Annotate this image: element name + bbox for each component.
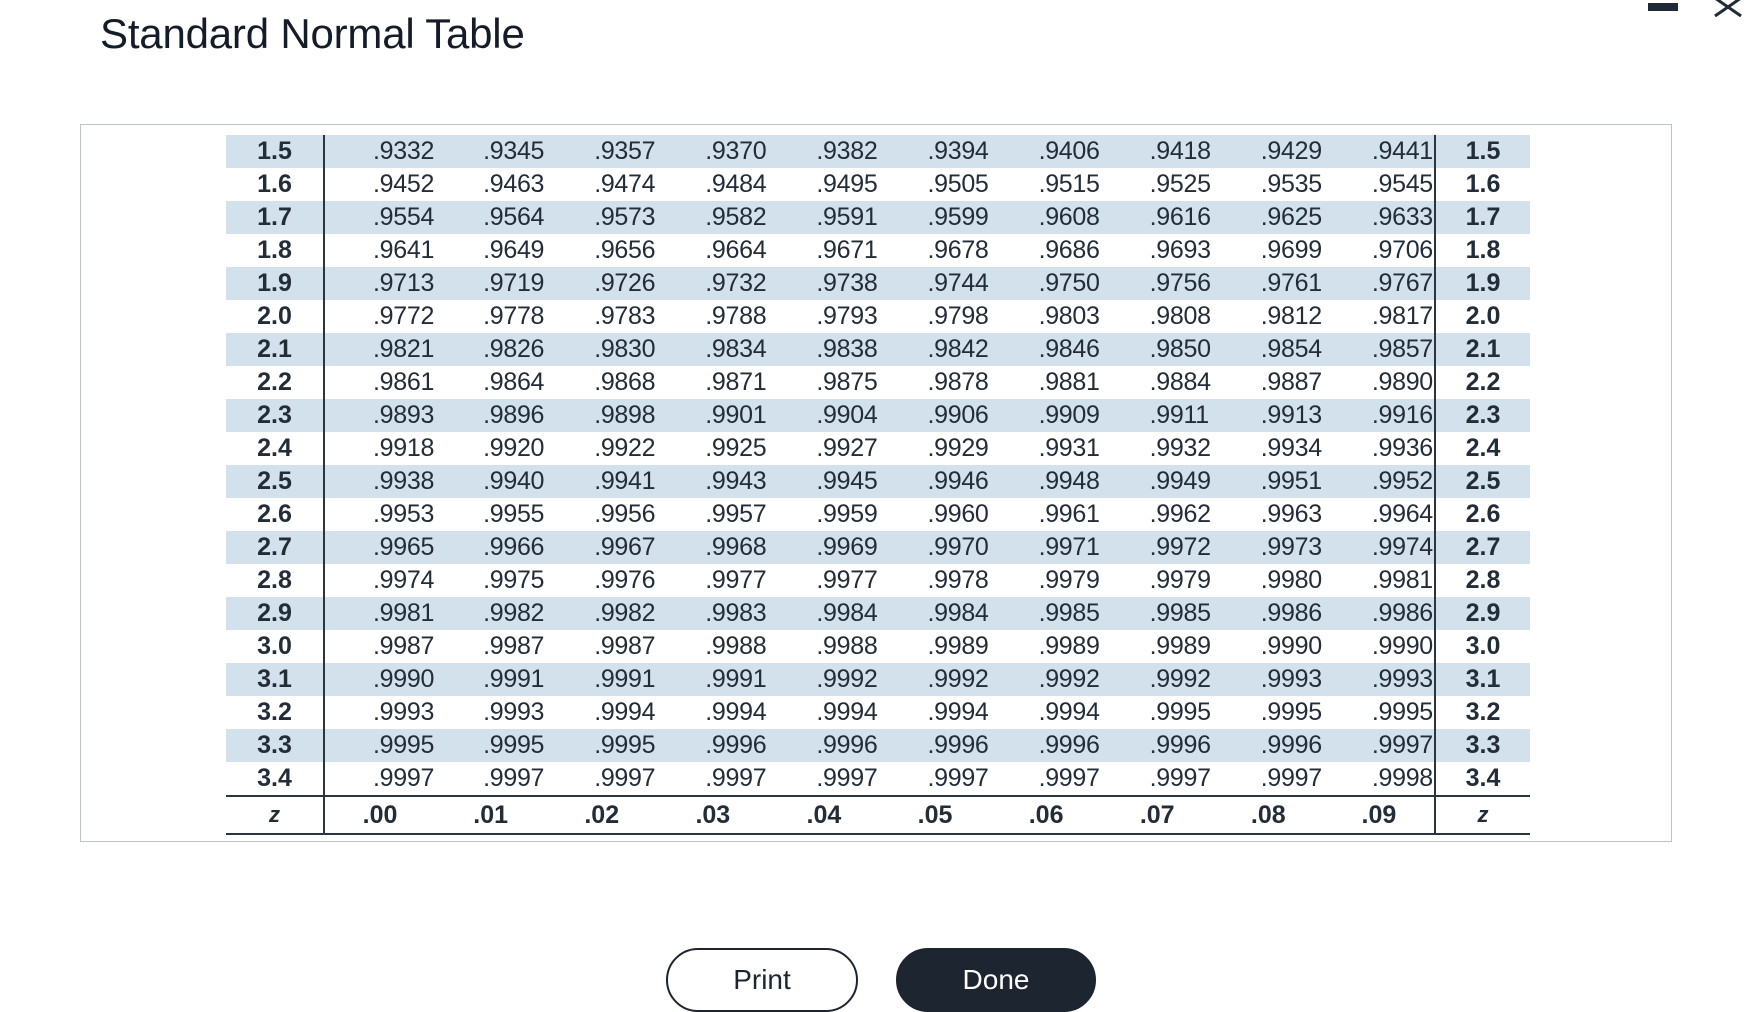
table-row bbox=[226, 597, 1530, 630]
probability-cell: .9920 bbox=[483, 434, 545, 462]
probability-cell: .9960 bbox=[927, 500, 989, 528]
probability-cell: .9850 bbox=[1102, 333, 1213, 366]
z-value-right: 2.4 bbox=[1435, 432, 1530, 465]
probability-cell: .9965 bbox=[324, 531, 435, 564]
probability-cell: .9973 bbox=[1213, 531, 1324, 564]
z-value-left: 1.6 bbox=[226, 168, 324, 201]
z-value-right: 2.9 bbox=[1435, 597, 1530, 630]
standard-normal-table bbox=[226, 135, 1530, 835]
probability-cell: .9671 bbox=[816, 236, 878, 264]
z-value-left: 1.5 bbox=[226, 135, 324, 168]
probability-cell: .9982 bbox=[546, 597, 657, 630]
z-value-right: 1.8 bbox=[1435, 234, 1530, 267]
probability-cell: .9934 bbox=[1260, 434, 1322, 462]
probability-cell: .9977 bbox=[816, 566, 878, 594]
probability-cell: .9931 bbox=[1038, 434, 1100, 462]
probability-cell: .9545 bbox=[1371, 170, 1433, 198]
probability-cell: .9992 bbox=[991, 663, 1102, 696]
probability-cell: .9991 bbox=[435, 663, 546, 696]
table-row bbox=[226, 201, 1530, 234]
probability-cell: .9756 bbox=[1102, 267, 1213, 300]
probability-cell: .9986 bbox=[1213, 597, 1324, 630]
probability-cell: .9418 bbox=[1102, 135, 1213, 168]
z-value-right: 3.1 bbox=[1435, 663, 1530, 696]
probability-cell: .9750 bbox=[991, 267, 1102, 300]
probability-cell: .9505 bbox=[927, 170, 989, 198]
probability-cell: .9878 bbox=[927, 368, 989, 396]
z-header-left: z bbox=[226, 796, 324, 834]
probability-cell: .9861 bbox=[373, 368, 435, 396]
probability-cell: .9997 bbox=[927, 764, 989, 792]
probability-cell: .9633 bbox=[1324, 201, 1435, 234]
probability-cell: .9936 bbox=[1371, 434, 1433, 462]
z-value-right: 3.0 bbox=[1435, 630, 1530, 663]
z-value-left: 3.2 bbox=[226, 696, 324, 729]
probability-cell: .9994 bbox=[594, 698, 656, 726]
z-value-left: 2.5 bbox=[226, 465, 324, 498]
probability-cell: .9927 bbox=[816, 434, 878, 462]
probability-cell: .9981 bbox=[1371, 566, 1433, 594]
z-value-right: 1.9 bbox=[1435, 267, 1530, 300]
probability-cell: .9719 bbox=[435, 267, 546, 300]
table-row bbox=[226, 234, 1530, 267]
clipped-glyph bbox=[988, 124, 1036, 127]
probability-cell: .9938 bbox=[324, 465, 435, 498]
table-row bbox=[226, 531, 1530, 564]
z-value-left: 2.0 bbox=[226, 300, 324, 333]
probability-cell: .9357 bbox=[546, 135, 657, 168]
probability-cell: .9997 bbox=[1038, 764, 1100, 792]
table-row bbox=[226, 696, 1530, 729]
probability-cell: .9788 bbox=[705, 302, 767, 330]
probability-cell: .9990 bbox=[324, 663, 435, 696]
z-value-right: 1.7 bbox=[1435, 201, 1530, 234]
probability-cell: .9332 bbox=[324, 135, 435, 168]
probability-cell: .9981 bbox=[324, 597, 435, 630]
probability-cell: .9394 bbox=[879, 135, 990, 168]
probability-cell: .9997 bbox=[1149, 764, 1211, 792]
table-row bbox=[226, 300, 1530, 333]
probability-cell: .9834 bbox=[657, 333, 768, 366]
z-value-left: 2.9 bbox=[226, 597, 324, 630]
probability-cell: .9887 bbox=[1260, 368, 1322, 396]
z-value-left: 2.8 bbox=[226, 564, 324, 597]
probability-cell: .9345 bbox=[435, 135, 546, 168]
probability-cell: .9987 bbox=[594, 632, 656, 660]
probability-cell: .9986 bbox=[1324, 597, 1435, 630]
probability-cell: .9812 bbox=[1260, 302, 1322, 330]
probability-cell: .9983 bbox=[657, 597, 768, 630]
probability-cell: .9949 bbox=[1102, 465, 1213, 498]
probability-cell: .9713 bbox=[324, 267, 435, 300]
probability-cell: .9994 bbox=[705, 698, 767, 726]
z-value-left: 3.0 bbox=[226, 630, 324, 663]
probability-cell: .9971 bbox=[991, 531, 1102, 564]
z-value-left: 2.4 bbox=[226, 432, 324, 465]
probability-cell: .9997 bbox=[373, 764, 435, 792]
probability-cell: .9932 bbox=[1149, 434, 1211, 462]
probability-cell: .9406 bbox=[991, 135, 1102, 168]
probability-cell: .9997 bbox=[705, 764, 767, 792]
probability-cell: .9798 bbox=[927, 302, 989, 330]
z-value-left: 3.4 bbox=[226, 762, 324, 796]
probability-cell: .9686 bbox=[1038, 236, 1100, 264]
probability-cell: .9896 bbox=[435, 399, 546, 432]
probability-cell: .9767 bbox=[1324, 267, 1435, 300]
probability-cell: .9977 bbox=[705, 566, 767, 594]
clipped-glyph bbox=[892, 124, 940, 127]
probability-cell: .9997 bbox=[483, 764, 545, 792]
z-value-right: 3.3 bbox=[1435, 729, 1530, 762]
probability-cell: .9989 bbox=[927, 632, 989, 660]
clipped-glyph bbox=[1180, 124, 1228, 127]
probability-cell: .9987 bbox=[483, 632, 545, 660]
probability-cell: .9582 bbox=[657, 201, 768, 234]
probability-cell: .9535 bbox=[1260, 170, 1322, 198]
probability-cell: .9959 bbox=[816, 500, 878, 528]
table-row bbox=[226, 564, 1530, 597]
probability-cell: .9826 bbox=[435, 333, 546, 366]
probability-cell: .9948 bbox=[991, 465, 1102, 498]
probability-cell: .9808 bbox=[1149, 302, 1211, 330]
probability-cell: .9884 bbox=[1149, 368, 1211, 396]
clipped-glyph bbox=[700, 124, 748, 127]
probability-cell: .9955 bbox=[483, 500, 545, 528]
probability-cell: .9963 bbox=[1260, 500, 1322, 528]
probability-cell: .9988 bbox=[816, 632, 878, 660]
minimize-button[interactable] bbox=[1648, 0, 1678, 20]
probability-cell: .9515 bbox=[1038, 170, 1100, 198]
z-value-left: 2.1 bbox=[226, 333, 324, 366]
probability-cell: .9732 bbox=[657, 267, 768, 300]
table-row bbox=[226, 333, 1530, 366]
probability-cell: .9979 bbox=[1149, 566, 1211, 594]
probability-cell: .9846 bbox=[991, 333, 1102, 366]
probability-cell: .9864 bbox=[483, 368, 545, 396]
probability-cell: .9993 bbox=[1213, 663, 1324, 696]
table-row bbox=[226, 168, 1530, 201]
probability-cell: .9997 bbox=[1260, 764, 1322, 792]
probability-cell: .9980 bbox=[1260, 566, 1322, 594]
probability-cell: .9925 bbox=[705, 434, 767, 462]
z-value-right: 2.8 bbox=[1435, 564, 1530, 597]
table-row bbox=[226, 663, 1530, 696]
probability-cell: .9616 bbox=[1102, 201, 1213, 234]
table-scroll-area[interactable] bbox=[80, 124, 1672, 842]
table-row bbox=[226, 432, 1530, 465]
z-value-left: 2.6 bbox=[226, 498, 324, 531]
probability-cell: .9995 bbox=[1260, 698, 1322, 726]
column-header: .05 bbox=[879, 796, 990, 834]
probability-cell: .9972 bbox=[1102, 531, 1213, 564]
z-value-right: 3.2 bbox=[1435, 696, 1530, 729]
probability-cell: .9693 bbox=[1149, 236, 1211, 264]
probability-cell: .9911 bbox=[1102, 399, 1213, 432]
probability-cell: .9967 bbox=[546, 531, 657, 564]
probability-cell: .9974 bbox=[1324, 531, 1435, 564]
z-value-left: 3.1 bbox=[226, 663, 324, 696]
probability-cell: .9573 bbox=[546, 201, 657, 234]
clipped-glyph bbox=[1391, 124, 1413, 127]
probability-cell: .9961 bbox=[1038, 500, 1100, 528]
probability-cell: .9656 bbox=[594, 236, 656, 264]
probability-cell: .9996 bbox=[879, 729, 990, 762]
probability-cell: .9649 bbox=[483, 236, 545, 264]
print-button[interactable]: Print bbox=[666, 948, 858, 1012]
probability-cell: .9941 bbox=[546, 465, 657, 498]
column-header: .00 bbox=[324, 796, 435, 834]
probability-cell: .9975 bbox=[483, 566, 545, 594]
table-row bbox=[226, 267, 1530, 300]
probability-cell: .9382 bbox=[768, 135, 879, 168]
clipped-glyph bbox=[796, 124, 844, 127]
column-header: .08 bbox=[1213, 796, 1324, 834]
z-value-right: 1.6 bbox=[1435, 168, 1530, 201]
probability-cell: .9429 bbox=[1213, 135, 1324, 168]
probability-cell: .9916 bbox=[1324, 399, 1435, 432]
clipped-glyph bbox=[1276, 124, 1324, 127]
probability-cell: .9997 bbox=[1324, 729, 1435, 762]
probability-cell: .9744 bbox=[879, 267, 990, 300]
probability-cell: .9979 bbox=[1038, 566, 1100, 594]
probability-cell: .9901 bbox=[657, 399, 768, 432]
z-value-left: 3.3 bbox=[226, 729, 324, 762]
probability-cell: .9591 bbox=[768, 201, 879, 234]
probability-cell: .9940 bbox=[435, 465, 546, 498]
probability-cell: .9987 bbox=[373, 632, 435, 660]
probability-cell: .9970 bbox=[879, 531, 990, 564]
probability-cell: .9995 bbox=[546, 729, 657, 762]
probability-cell: .9913 bbox=[1213, 399, 1324, 432]
z-value-left: 1.8 bbox=[226, 234, 324, 267]
probability-cell: .9793 bbox=[816, 302, 878, 330]
probability-cell: .9966 bbox=[435, 531, 546, 564]
probability-cell: .9484 bbox=[705, 170, 767, 198]
z-value-left: 2.2 bbox=[226, 366, 324, 399]
table-row bbox=[226, 729, 1530, 762]
probability-cell: .9990 bbox=[1260, 632, 1322, 660]
probability-cell: .9842 bbox=[879, 333, 990, 366]
probability-cell: .9951 bbox=[1213, 465, 1324, 498]
probability-cell: .9495 bbox=[816, 170, 878, 198]
probability-cell: .9996 bbox=[1213, 729, 1324, 762]
probability-cell: .9964 bbox=[1371, 500, 1433, 528]
probability-cell: .9726 bbox=[546, 267, 657, 300]
probability-cell: .9992 bbox=[768, 663, 879, 696]
probability-cell: .9985 bbox=[991, 597, 1102, 630]
probability-cell: .9996 bbox=[991, 729, 1102, 762]
z-value-right: 2.3 bbox=[1435, 399, 1530, 432]
probability-cell: .9998 bbox=[1371, 764, 1433, 792]
column-header: .04 bbox=[768, 796, 879, 834]
probability-cell: .9994 bbox=[927, 698, 989, 726]
table-row bbox=[226, 366, 1530, 399]
probability-cell: .9857 bbox=[1324, 333, 1435, 366]
probability-cell: .9982 bbox=[435, 597, 546, 630]
probability-cell: .9996 bbox=[768, 729, 879, 762]
probability-cell: .9989 bbox=[1149, 632, 1211, 660]
probability-cell: .9706 bbox=[1371, 236, 1433, 264]
probability-cell: .9370 bbox=[657, 135, 768, 168]
probability-cell: .9993 bbox=[483, 698, 545, 726]
probability-cell: .9452 bbox=[373, 170, 435, 198]
probability-cell: .9994 bbox=[816, 698, 878, 726]
probability-cell: .9474 bbox=[594, 170, 656, 198]
probability-cell: .9995 bbox=[1371, 698, 1433, 726]
probability-cell: .9761 bbox=[1213, 267, 1324, 300]
z-value-left: 1.7 bbox=[226, 201, 324, 234]
z-value-right: 2.5 bbox=[1435, 465, 1530, 498]
probability-cell: .9953 bbox=[373, 500, 435, 528]
probability-cell: .9984 bbox=[879, 597, 990, 630]
probability-cell: .9929 bbox=[927, 434, 989, 462]
clipped-glyph bbox=[1084, 124, 1132, 127]
probability-cell: .9463 bbox=[483, 170, 545, 198]
probability-cell: .9909 bbox=[991, 399, 1102, 432]
table-row bbox=[226, 399, 1530, 432]
table-row bbox=[226, 498, 1530, 531]
probability-cell: .9868 bbox=[594, 368, 656, 396]
z-value-right: 2.6 bbox=[1435, 498, 1530, 531]
z-value-right: 2.7 bbox=[1435, 531, 1530, 564]
dialog-title: Standard Normal Table bbox=[100, 10, 525, 57]
table-row bbox=[226, 135, 1530, 168]
table-row bbox=[226, 465, 1530, 498]
probability-cell: .9554 bbox=[324, 201, 435, 234]
probability-cell: .9992 bbox=[879, 663, 990, 696]
probability-cell: .9952 bbox=[1324, 465, 1435, 498]
probability-cell: .9978 bbox=[927, 566, 989, 594]
probability-cell: .9995 bbox=[435, 729, 546, 762]
probability-cell: .9969 bbox=[768, 531, 879, 564]
probability-cell: .9997 bbox=[816, 764, 878, 792]
probability-cell: .9985 bbox=[1102, 597, 1213, 630]
clipped-glyph bbox=[508, 124, 556, 127]
probability-cell: .9599 bbox=[879, 201, 990, 234]
table-row bbox=[226, 762, 1530, 796]
probability-cell: .9778 bbox=[483, 302, 545, 330]
probability-cell: .9817 bbox=[1371, 302, 1433, 330]
probability-cell: .9991 bbox=[657, 663, 768, 696]
probability-cell: .9922 bbox=[594, 434, 656, 462]
probability-cell: .9699 bbox=[1260, 236, 1322, 264]
probability-cell: .9995 bbox=[324, 729, 435, 762]
probability-cell: .9830 bbox=[546, 333, 657, 366]
close-icon bbox=[1712, 0, 1744, 18]
z-value-right: 2.2 bbox=[1435, 366, 1530, 399]
probability-cell: .9875 bbox=[816, 368, 878, 396]
column-header: .06 bbox=[991, 796, 1102, 834]
probability-cell: .9854 bbox=[1213, 333, 1324, 366]
z-value-right: 2.0 bbox=[1435, 300, 1530, 333]
probability-cell: .9962 bbox=[1149, 500, 1211, 528]
probability-cell: .9996 bbox=[657, 729, 768, 762]
probability-cell: .9943 bbox=[657, 465, 768, 498]
probability-cell: .9957 bbox=[705, 500, 767, 528]
probability-cell: .9678 bbox=[927, 236, 989, 264]
probability-cell: .9906 bbox=[879, 399, 990, 432]
probability-cell: .9525 bbox=[1149, 170, 1211, 198]
probability-cell: .9992 bbox=[1102, 663, 1213, 696]
probability-cell: .9993 bbox=[373, 698, 435, 726]
probability-cell: .9918 bbox=[373, 434, 435, 462]
probability-cell: .9976 bbox=[594, 566, 656, 594]
clipped-glyph bbox=[266, 124, 288, 127]
close-button[interactable] bbox=[1712, 0, 1744, 20]
column-header: .09 bbox=[1324, 796, 1435, 834]
z-value-left: 2.7 bbox=[226, 531, 324, 564]
probability-cell: .9993 bbox=[1324, 663, 1435, 696]
probability-cell: .9945 bbox=[768, 465, 879, 498]
done-button[interactable]: Done bbox=[896, 948, 1096, 1012]
z-value-right: 1.5 bbox=[1435, 135, 1530, 168]
probability-cell: .9803 bbox=[1038, 302, 1100, 330]
probability-cell: .9664 bbox=[705, 236, 767, 264]
probability-cell: .9783 bbox=[594, 302, 656, 330]
probability-cell: .9991 bbox=[546, 663, 657, 696]
probability-cell: .9608 bbox=[991, 201, 1102, 234]
probability-cell: .9995 bbox=[1149, 698, 1211, 726]
z-value-left: 1.9 bbox=[226, 267, 324, 300]
probability-cell: .9893 bbox=[324, 399, 435, 432]
probability-cell: .9974 bbox=[373, 566, 435, 594]
probability-cell: .9871 bbox=[705, 368, 767, 396]
probability-cell: .9968 bbox=[657, 531, 768, 564]
probability-cell: .9904 bbox=[768, 399, 879, 432]
probability-cell: .9641 bbox=[373, 236, 435, 264]
clipped-glyph bbox=[411, 124, 459, 127]
clipped-table-row bbox=[226, 124, 1530, 129]
probability-cell: .9946 bbox=[879, 465, 990, 498]
probability-cell: .9956 bbox=[594, 500, 656, 528]
table-row bbox=[226, 630, 1530, 663]
column-header: .01 bbox=[435, 796, 546, 834]
probability-cell: .9996 bbox=[1102, 729, 1213, 762]
z-value-left: 2.3 bbox=[226, 399, 324, 432]
probability-cell: .9984 bbox=[768, 597, 879, 630]
probability-cell: .9772 bbox=[373, 302, 435, 330]
minimize-icon bbox=[1648, 3, 1678, 11]
probability-cell: .9625 bbox=[1213, 201, 1324, 234]
probability-cell: .9990 bbox=[1371, 632, 1433, 660]
column-header: .07 bbox=[1102, 796, 1213, 834]
column-header-row bbox=[226, 796, 1530, 834]
column-header: .03 bbox=[657, 796, 768, 834]
probability-cell: .9738 bbox=[768, 267, 879, 300]
z-header-right: z bbox=[1435, 796, 1530, 834]
probability-cell: .9890 bbox=[1371, 368, 1433, 396]
z-value-right: 3.4 bbox=[1435, 762, 1530, 796]
column-header: .02 bbox=[546, 796, 657, 834]
probability-cell: .9988 bbox=[705, 632, 767, 660]
probability-cell: .9838 bbox=[768, 333, 879, 366]
clipped-glyph bbox=[604, 124, 652, 127]
probability-cell: .9441 bbox=[1324, 135, 1435, 168]
z-value-right: 2.1 bbox=[1435, 333, 1530, 366]
probability-cell: .9821 bbox=[324, 333, 435, 366]
probability-cell: .9994 bbox=[1038, 698, 1100, 726]
probability-cell: .9898 bbox=[546, 399, 657, 432]
probability-cell: .9564 bbox=[435, 201, 546, 234]
probability-cell: .9989 bbox=[1038, 632, 1100, 660]
probability-cell: .9997 bbox=[594, 764, 656, 792]
probability-cell: .9881 bbox=[1038, 368, 1100, 396]
